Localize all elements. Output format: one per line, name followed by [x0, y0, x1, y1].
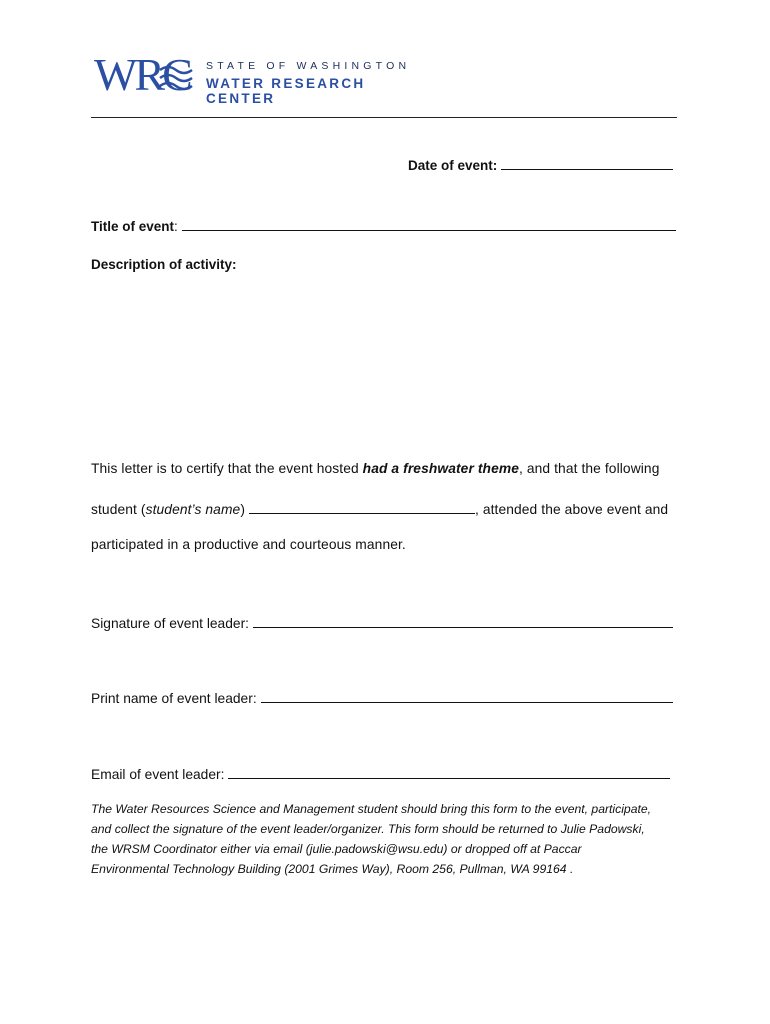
cert-text-1a: This letter is to certify that the event hosted [91, 461, 363, 476]
wave-icon [156, 58, 196, 98]
email-row [91, 764, 670, 782]
print-name-field[interactable] [261, 688, 673, 703]
logo-letters: WRC [94, 49, 190, 100]
header-divider [91, 117, 677, 118]
date-label: Date of event: [408, 158, 498, 173]
email-label: Email of event leader: [91, 767, 229, 782]
certification-line-2 [91, 499, 668, 517]
instructions-note [91, 799, 691, 879]
note-line-3: the WRSM Coordinator either via email (julie.padowski@wsu.edu) or dropped off at Paccar [91, 842, 582, 856]
cert-text-2d: , attended the above event and [474, 502, 669, 517]
date-field[interactable] [501, 155, 673, 170]
print-name-label: Print name of event leader: [91, 691, 261, 706]
cert-text-1c: , and that the following [519, 461, 660, 476]
date-of-event-row [408, 155, 673, 173]
wrc-logo-mark [94, 49, 198, 104]
note-line-4: Environmental Technology Building (2001 Grimes Way), Room 256, Pullman, WA 99164 . [91, 862, 574, 876]
wrc-logo [94, 49, 434, 106]
cert-text-2a: student ( [91, 502, 146, 517]
cert-text-2c: ) [240, 502, 249, 517]
title-label: Title of event [91, 219, 175, 234]
note-line-1: The Water Resources Science and Management student should bring this form to the event, participate, [91, 802, 652, 816]
freshwater-theme-emphasis: had a freshwater theme [362, 461, 519, 476]
certification-line-1 [91, 461, 659, 476]
print-name-row [91, 688, 673, 706]
student-name-field[interactable] [249, 499, 475, 514]
title-field[interactable] [182, 216, 676, 231]
note-line-2: and collect the signature of the event leader/organizer. This form should be returned to Julie Padowski, [91, 822, 645, 836]
org-name-line1: STATE OF WASHINGTON [206, 60, 411, 72]
title-colon: : [174, 219, 178, 234]
description-area[interactable] [91, 280, 677, 445]
org-name-line2: WATER RESEARCH CENTER [206, 76, 366, 106]
student-name-hint: student’s name [145, 502, 241, 517]
signature-field[interactable] [253, 613, 673, 628]
email-field[interactable] [228, 764, 670, 779]
description-label: Description of activity: [91, 257, 237, 272]
signature-row [91, 613, 673, 631]
signature-label: Signature of event leader: [91, 616, 253, 631]
title-of-event-row [91, 216, 676, 234]
certification-line-3: participated in a productive and courteous manner. [91, 537, 406, 552]
